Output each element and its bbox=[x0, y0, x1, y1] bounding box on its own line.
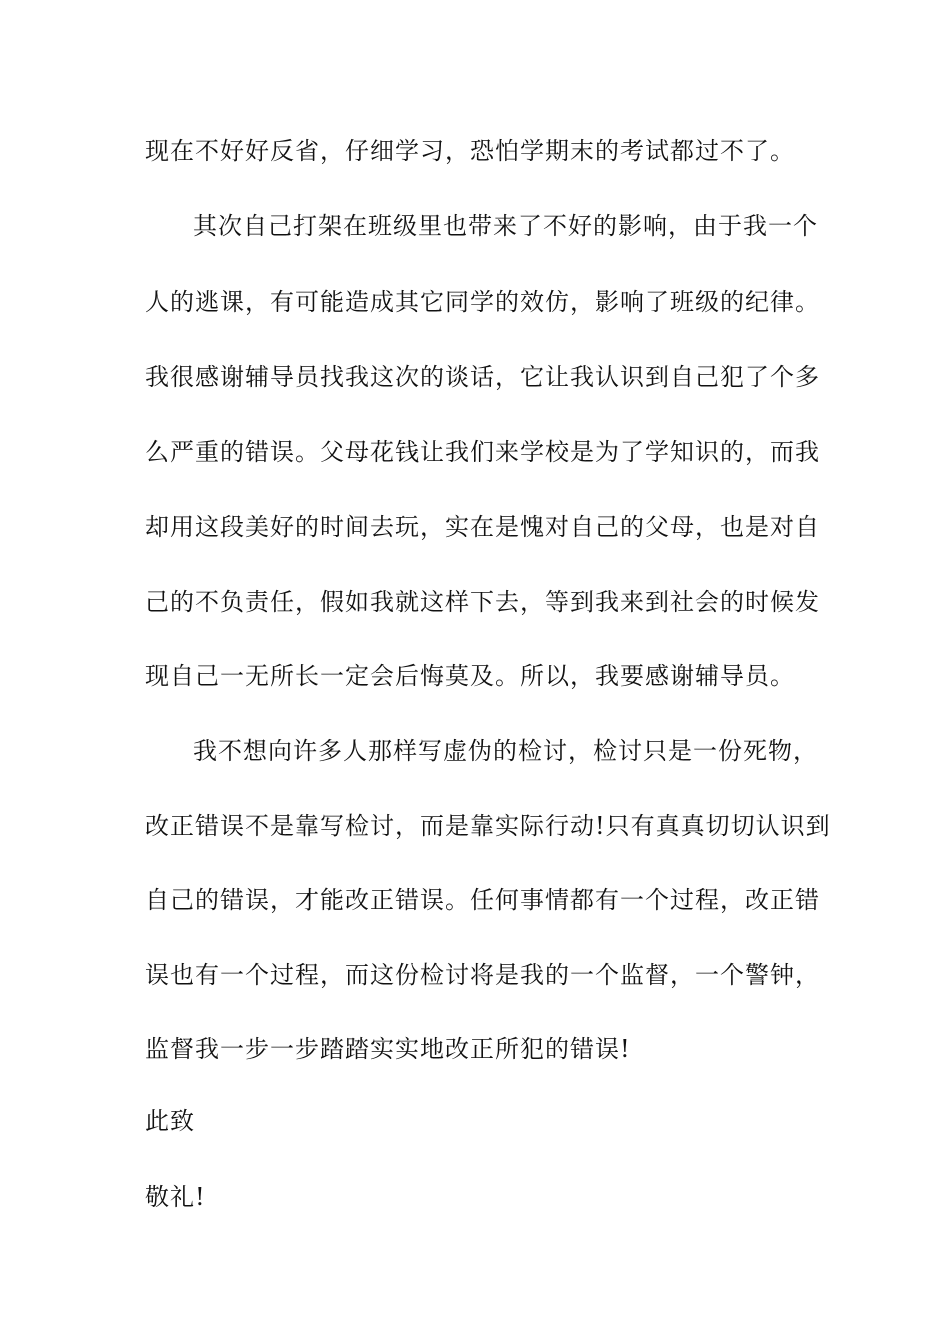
paragraph-line: 改正错误不是靠写检讨，而是靠实际行动!只有真真切切认识到 bbox=[145, 812, 831, 840]
paragraph-line: 监督我一步一步踏踏实实地改正所犯的错误! bbox=[145, 1035, 631, 1063]
salutation-text: 敬礼! bbox=[145, 1183, 206, 1211]
paragraph-line: 现自己一无所长一定会后悔莫及。所以，我要感谢辅导员。 bbox=[145, 662, 795, 690]
paragraph-line: 却用这段美好的时间去玩，实在是愧对自己的父母，也是对自 bbox=[145, 513, 820, 541]
paragraph-line: 么严重的错误。父母花钱让我们来学校是为了学知识的，而我 bbox=[145, 438, 820, 466]
paragraph-line: 现在不好好反省，仔细学习，恐怕学期末的考试都过不了。 bbox=[145, 137, 795, 165]
paragraph-line: 己的不负责任，假如我就这样下去，等到我来到社会的时候发 bbox=[145, 588, 820, 616]
paragraph-line: 人的逃课，有可能造成其它同学的效仿，影响了班级的纪律。 bbox=[145, 288, 820, 316]
paragraph-line: 其次自己打架在班级里也带来了不好的影响，由于我一个 bbox=[193, 212, 818, 240]
paragraph-line: 误也有一个过程，而这份检讨将是我的一个监督，一个警钟， bbox=[145, 961, 820, 989]
paragraph-line: 我不想向许多人那样写虚伪的检讨，检讨只是一份死物， bbox=[193, 737, 818, 765]
paragraph-line: 我很感谢辅导员找我这次的谈话，它让我认识到自己犯了个多 bbox=[145, 363, 820, 391]
closing-text: 此致 bbox=[145, 1107, 195, 1135]
paragraph-line: 自己的错误，才能改正错误。任何事情都有一个过程，改正错 bbox=[145, 886, 820, 914]
